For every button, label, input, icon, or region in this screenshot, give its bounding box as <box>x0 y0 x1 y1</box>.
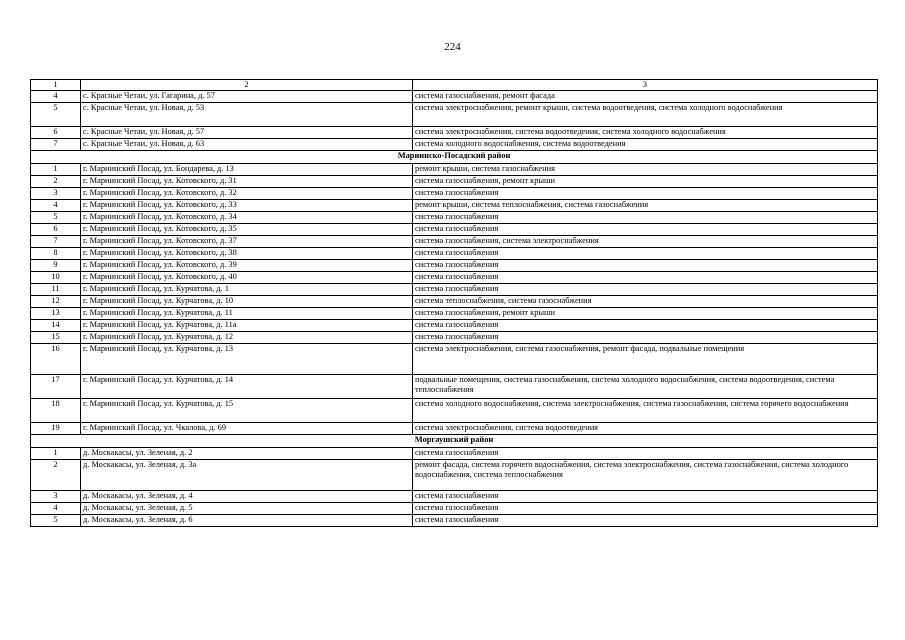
row-number: 1 <box>31 164 81 176</box>
table-row <box>31 164 878 176</box>
district-name: Мариинско-Посадский район <box>31 151 878 164</box>
works-cell: система газоснабжения <box>413 260 878 272</box>
column-number-2: 2 <box>81 80 413 91</box>
table-row <box>31 332 878 344</box>
table-row <box>31 344 878 375</box>
address-cell: г. Мариинский Посад, ул. Курчатова, д. 13 <box>81 344 413 375</box>
row-number: 2 <box>31 176 81 188</box>
row-number: 5 <box>31 103 81 127</box>
works-cell: система газоснабжения <box>413 272 878 284</box>
address-cell: г. Мариинский Посад, ул. Курчатова, д. 12 <box>81 332 413 344</box>
table-row <box>31 399 878 423</box>
works-cell: система газоснабжения <box>413 491 878 503</box>
table-row <box>31 139 878 151</box>
row-number: 4 <box>31 91 81 103</box>
row-number: 4 <box>31 503 81 515</box>
table-row <box>31 460 878 491</box>
address-cell: г. Мариинский Посад, ул. Курчатова, д. 15 <box>81 399 413 423</box>
table-row <box>31 272 878 284</box>
address-cell: г. Мариинский Посад, ул. Котовского, д. 40 <box>81 272 413 284</box>
table-row <box>31 296 878 308</box>
address-cell: г. Мариинский Посад, ул. Котовского, д. 32 <box>81 188 413 200</box>
works-cell: система газоснабжения, ремонт фасада <box>413 91 878 103</box>
row-number: 11 <box>31 284 81 296</box>
table-row <box>31 91 878 103</box>
address-cell: г. Мариинский Посад, ул. Котовского, д. 35 <box>81 224 413 236</box>
row-number: 8 <box>31 248 81 260</box>
table-row <box>31 212 878 224</box>
works-cell: ремонт фасада, система горячего водоснабжения, система электроснабжения, система газоснабжения, система холодного водоснабжения, система теплоснабжения <box>413 460 878 491</box>
row-number: 18 <box>31 399 81 423</box>
works-cell: система газоснабжения, ремонт крыши <box>413 176 878 188</box>
column-number-header-row <box>31 80 878 91</box>
row-number: 7 <box>31 236 81 248</box>
row-number: 7 <box>31 139 81 151</box>
address-cell: с. Красные Четаи, ул. Новая, д. 63 <box>81 139 413 151</box>
table-row <box>31 284 878 296</box>
works-cell: система газоснабжения <box>413 515 878 527</box>
row-number: 3 <box>31 491 81 503</box>
works-cell: система холодного водоснабжения, система электроснабжения, система газоснабжения, система горячего водоснабжения <box>413 399 878 423</box>
table-row <box>31 248 878 260</box>
address-cell: г. Мариинский Посад, ул. Котовского, д. 34 <box>81 212 413 224</box>
address-cell: г. Мариинский Посад, ул. Курчатова, д. 11а <box>81 320 413 332</box>
address-cell: с. Красные Четаи, ул. Гагарина, д. 57 <box>81 91 413 103</box>
table-row <box>31 176 878 188</box>
row-number: 6 <box>31 127 81 139</box>
address-cell: д. Москакасы, ул. Зеленая, д. 4 <box>81 491 413 503</box>
address-cell: г. Мариинский Посад, ул. Котовского, д. 39 <box>81 260 413 272</box>
address-cell: д. Москакасы, ул. Зеленая, д. 2 <box>81 448 413 460</box>
table-row <box>31 224 878 236</box>
table-row <box>31 375 878 399</box>
works-cell: система электроснабжения, система водоотведения, система холодного водоснабжения <box>413 127 878 139</box>
table-row <box>31 448 878 460</box>
column-number-3: 3 <box>413 80 878 91</box>
works-cell: система газоснабжения <box>413 332 878 344</box>
works-cell: система газоснабжения <box>413 224 878 236</box>
works-cell: система холодного водоснабжения, система водоотведения <box>413 139 878 151</box>
row-number: 19 <box>31 423 81 435</box>
table-row <box>31 260 878 272</box>
works-cell: система газоснабжения, система электроснабжения <box>413 236 878 248</box>
address-cell: г. Мариинский Посад, ул. Бондарева, д. 13 <box>81 164 413 176</box>
works-cell: система электроснабжения, система водоотведения <box>413 423 878 435</box>
table-row <box>31 200 878 212</box>
works-cell: система газоснабжения <box>413 212 878 224</box>
address-cell: г. Мариинский Посад, ул. Курчатова, д. 11 <box>81 308 413 320</box>
works-cell: система теплоснабжения, система газоснабжения <box>413 296 878 308</box>
district-section-row <box>31 435 878 448</box>
district-section-row <box>31 151 878 164</box>
works-cell: ремонт крыши, система газоснабжения <box>413 164 878 176</box>
works-cell: система электроснабжения, ремонт крыши, система водоотведения, система холодного водоснабжения <box>413 103 878 127</box>
works-cell: система газоснабжения <box>413 284 878 296</box>
table-row <box>31 103 878 127</box>
works-cell: система газоснабжения <box>413 448 878 460</box>
table-body <box>31 80 878 527</box>
address-cell: д. Москакасы, ул. Зеленая, д. 5 <box>81 503 413 515</box>
works-cell: система газоснабжения <box>413 188 878 200</box>
row-number: 6 <box>31 224 81 236</box>
works-cell: система электроснабжения, система газоснабжения, ремонт фасада, подвальные помещения <box>413 344 878 375</box>
row-number: 16 <box>31 344 81 375</box>
table-row <box>31 236 878 248</box>
table-row <box>31 423 878 435</box>
address-cell: д. Москакасы, ул. Зеленая, д. 6 <box>81 515 413 527</box>
row-number: 15 <box>31 332 81 344</box>
works-cell: система газоснабжения <box>413 320 878 332</box>
row-number: 3 <box>31 188 81 200</box>
row-number: 9 <box>31 260 81 272</box>
row-number: 10 <box>31 272 81 284</box>
works-cell: подвальные помещения, система газоснабжения, система холодного водоснабжения, система водоотведения, система теплоснабжения <box>413 375 878 399</box>
row-number: 17 <box>31 375 81 399</box>
row-number: 2 <box>31 460 81 491</box>
works-cell: система газоснабжения <box>413 503 878 515</box>
table-row <box>31 308 878 320</box>
row-number: 5 <box>31 515 81 527</box>
row-number: 4 <box>31 200 81 212</box>
row-number: 12 <box>31 296 81 308</box>
row-number: 14 <box>31 320 81 332</box>
address-cell: г. Мариинский Посад, ул. Курчатова, д. 14 <box>81 375 413 399</box>
address-cell: д. Москакасы, ул. Зеленая, д. 3а <box>81 460 413 491</box>
table-row <box>31 127 878 139</box>
row-number: 1 <box>31 448 81 460</box>
address-cell: с. Красные Четаи, ул. Новая, д. 57 <box>81 127 413 139</box>
table-row <box>31 188 878 200</box>
works-cell: система газоснабжения <box>413 248 878 260</box>
table-row <box>31 320 878 332</box>
page-number: 224 <box>444 41 461 53</box>
address-cell: г. Мариинский Посад, ул. Котовского, д. 38 <box>81 248 413 260</box>
address-cell: г. Мариинский Посад, ул. Курчатова, д. 10 <box>81 296 413 308</box>
column-number-1: 1 <box>31 80 81 91</box>
address-cell: г. Мариинский Посад, ул. Котовского, д. 37 <box>81 236 413 248</box>
table-row <box>31 515 878 527</box>
works-cell: система газоснабжения, ремонт крыши <box>413 308 878 320</box>
table-row <box>31 503 878 515</box>
table-row <box>31 491 878 503</box>
district-name: Моргаушский район <box>31 435 878 448</box>
row-number: 13 <box>31 308 81 320</box>
repair-works-table <box>30 79 878 527</box>
address-cell: г. Мариинский Посад, ул. Котовского, д. 33 <box>81 200 413 212</box>
address-cell: г. Мариинский Посад, ул. Чкалова, д. 69 <box>81 423 413 435</box>
address-cell: г. Мариинский Посад, ул. Котовского, д. 31 <box>81 176 413 188</box>
address-cell: с. Красные Четаи, ул. Новая, д. 53 <box>81 103 413 127</box>
works-cell: ремонт крыши, система теплоснабжения, система газоснабжения <box>413 200 878 212</box>
row-number: 5 <box>31 212 81 224</box>
address-cell: г. Мариинский Посад, ул. Курчатова, д. 1 <box>81 284 413 296</box>
